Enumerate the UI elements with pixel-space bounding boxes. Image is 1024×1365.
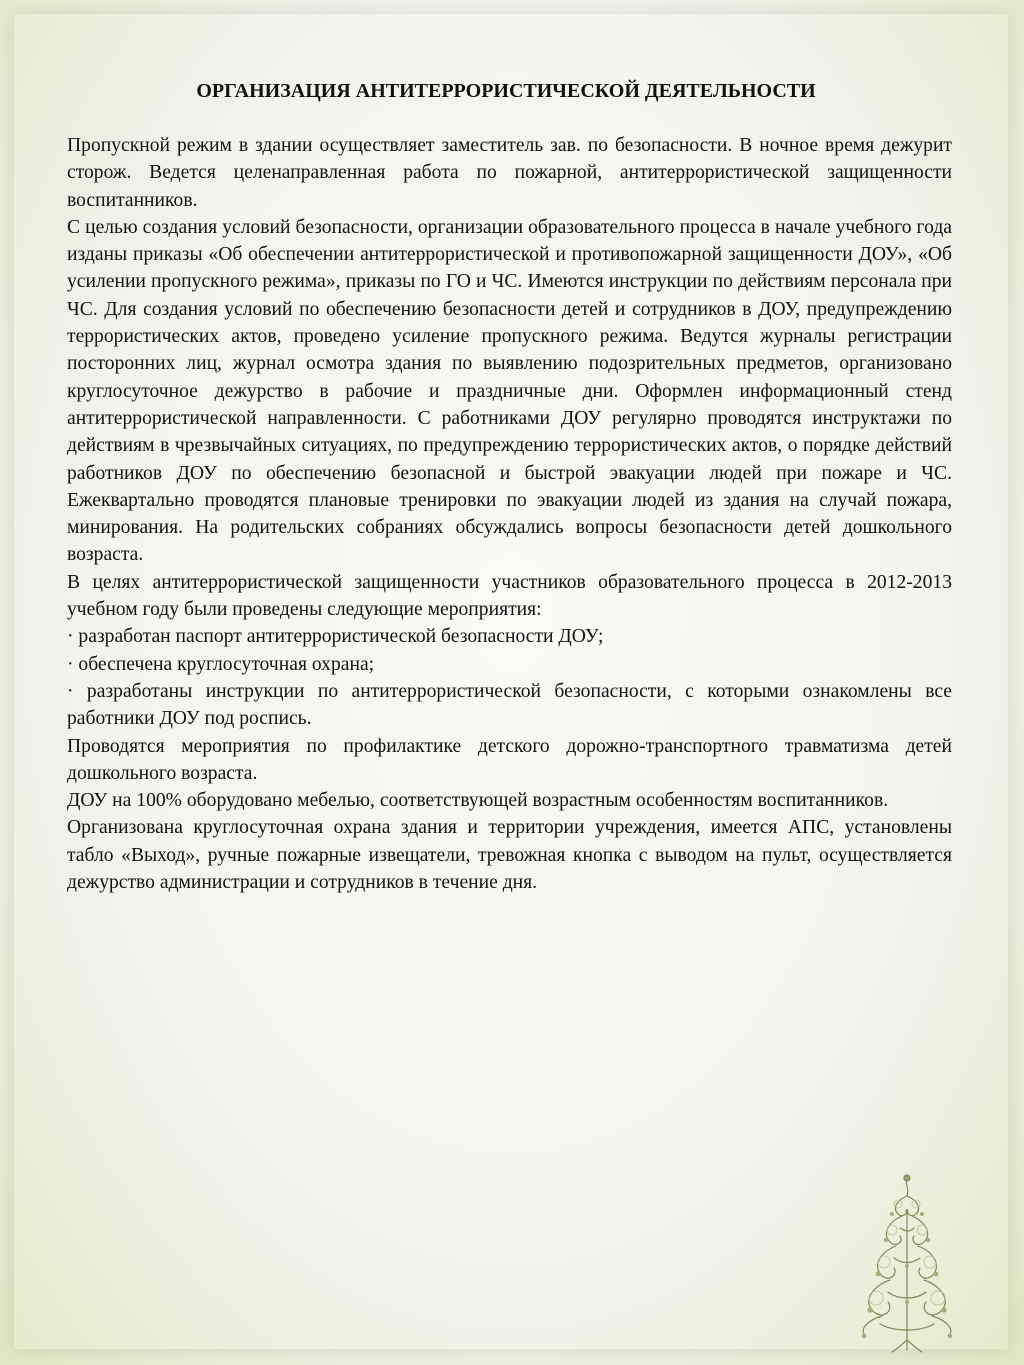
paragraph-security: Организована круглосуточная охрана здания и территории учреждения, имеется АПС, установлены табло «Выход», ручные пожарные извещатели, тревожная кнопка с выводом на пульт, осуществляется дежурство администрации и сотрудников в течение дня. <box>67 817 952 894</box>
paragraph-measures: С целью создания условий безопасности, организации образовательного процесса в начале учебного года изданы приказы «Об обеспечении антитеррористической и противопожарной защищенности ДОУ», «Об усилении пропускного режима», приказы по ГО и ЧС. Имеются инструкции по действиям персонала при ЧС. Для создания условий по обеспечению безопасности детей и сотрудников в ДОУ, предупреждению террористических актов, проведено усиление пропускного режима. Ведутся журналы регистрации посторонних лиц, журнал осмотра здания по выявлению подозрительных предметов, организовано круглосуточное дежурство в рабочие и праздничные дни. Оформлен информационный стенд антитеррористической направленности. С работниками ДОУ регулярно проводятся инструктажи по действиям в чрезвычайных ситуациях, по предупреждению террористических актов, о порядке действий работников ДОУ по обеспечению безопасной и быстрой эвакуации людей при пожаре и ЧС. Ежеквартально проводятся плановые тренировки по эвакуации людей из здания на случай пожара, минирования. На родительских собраниях обсуждались вопросы безопасности детей дошкольного возраста. <box>67 216 952 566</box>
ornamental-tree-icon <box>852 1170 962 1355</box>
paragraph-events-intro: В целях антитеррористической защищенности участников образовательного процесса в 2012-2013 учебном году были проведены следующие мероприятия: <box>67 571 952 621</box>
list-item: · обеспечена круглосуточная охрана; <box>67 653 375 675</box>
paragraph-intro: Пропускной режим в здании осуществляет заместитель зав. по безопасности. В ночное время дежурит сторож. Ведется целенаправленная работа по пожарной, антитеррористической защищенности воспитанников. <box>67 135 952 211</box>
list-item: · разработан паспорт антитеррористической безопасности ДОУ; <box>67 626 604 648</box>
document-body <box>67 132 952 896</box>
paragraph-furniture: ДОУ на 100% оборудовано мебелью, соответствующей возрастным особенностям воспитанников. <box>67 790 889 812</box>
paragraph-traffic: Проводятся мероприятия по профилактике детского дорожно-транспортного травматизма детей дошкольного возраста. <box>67 735 952 784</box>
document-title: ОРГАНИЗАЦИЯ АНТИТЕРРОРИСТИЧЕСКОЙ ДЕЯТЕЛЬНОСТИ <box>196 80 816 102</box>
list-item: · разработаны инструкции по антитеррористической безопасности, с которыми ознакомлены все работники ДОУ под роспись. <box>67 680 952 730</box>
